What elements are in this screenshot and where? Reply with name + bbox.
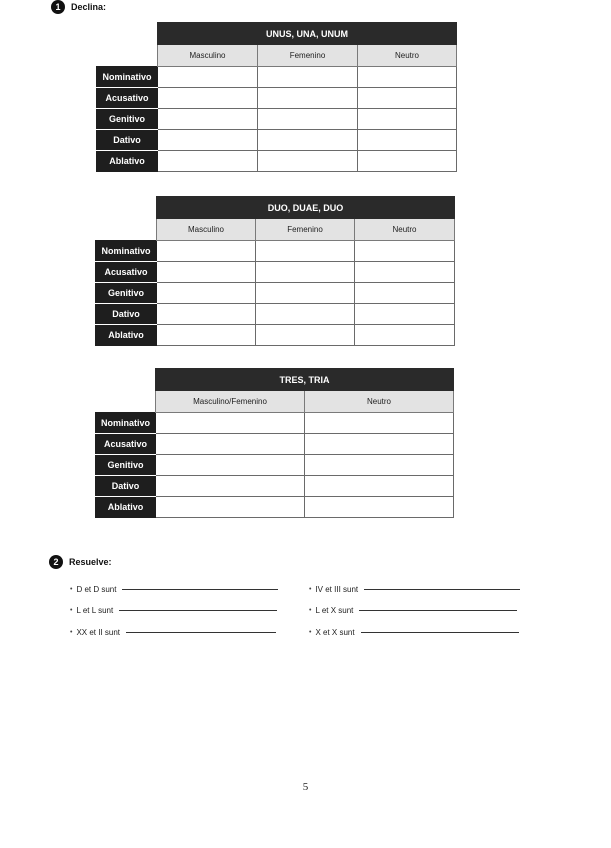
bullet-icon: • [309,629,312,636]
exercise-title: Declina: [71,2,107,12]
table-row [96,283,455,304]
table-row [96,241,455,262]
list-item [309,628,519,637]
answer-cell[interactable] [358,130,457,151]
answer-cell[interactable] [358,67,457,88]
case-label-acusativo: Acusativo [96,434,156,455]
case-label-ablativo: Ablativo [96,325,157,346]
answer-cell[interactable] [156,455,305,476]
table-row [96,325,455,346]
case-label-dativo: Dativo [97,130,158,151]
answer-cell[interactable] [305,413,454,434]
answer-cell[interactable] [305,455,454,476]
item-label: D et D sunt [76,585,117,594]
table-title: UNUS, UNA, UNUM [158,23,457,45]
bullet-icon: • [70,607,73,614]
answer-cell[interactable] [157,283,256,304]
item-label: XX et II sunt [76,628,121,637]
case-label-acusativo: Acusativo [96,262,157,283]
case-label-ablativo: Ablativo [97,151,158,172]
bullet-icon: • [309,607,312,614]
answer-cell[interactable] [158,67,258,88]
case-label-nominativo: Nominativo [97,67,158,88]
answer-line[interactable] [122,589,278,590]
page-number: 5 [302,781,309,793]
answer-cell[interactable] [258,109,358,130]
answer-cell[interactable] [256,304,355,325]
answer-cell[interactable] [256,283,355,304]
table-row [97,67,457,88]
answer-cell[interactable] [256,325,355,346]
item-label: IV et III sunt [315,585,359,594]
case-label-genitivo: Genitivo [96,283,157,304]
answer-cell[interactable] [157,304,256,325]
table-row [96,262,455,283]
exercise-number-badge: 2 [49,555,63,569]
answer-line[interactable] [359,610,517,611]
table-row [96,304,455,325]
bullet-icon: • [309,586,312,593]
column-header-masculino: Masculino [157,219,256,241]
table-row [97,151,457,172]
answer-cell[interactable] [355,325,455,346]
answer-cell[interactable] [157,262,256,283]
exercise-2-header [49,555,112,569]
answer-cell[interactable] [358,109,457,130]
case-label-genitivo: Genitivo [96,455,156,476]
answer-line[interactable] [119,610,277,611]
answer-cell[interactable] [305,434,454,455]
answer-cell[interactable] [157,325,256,346]
case-label-dativo: Dativo [96,476,156,497]
list-item [70,628,276,637]
column-header-masculino: Masculino [158,45,258,67]
case-label-dativo: Dativo [96,304,157,325]
case-label-ablativo: Ablativo [96,497,156,518]
item-label: L et L sunt [76,606,114,615]
bullet-icon: • [70,629,73,636]
answer-cell[interactable] [157,241,256,262]
list-item [309,606,517,615]
answer-cell[interactable] [258,88,358,109]
bullet-icon: • [70,586,73,593]
table-row [96,413,454,434]
answer-cell[interactable] [156,413,305,434]
answer-cell[interactable] [305,497,454,518]
list-item [70,585,278,594]
table-row [96,434,454,455]
list-item [70,606,277,615]
list-item [309,585,520,594]
case-label-nominativo: Nominativo [96,413,156,434]
answer-cell[interactable] [258,130,358,151]
answer-cell[interactable] [355,283,455,304]
table-row [96,476,454,497]
answer-line[interactable] [126,632,276,633]
answer-cell[interactable] [358,151,457,172]
item-label: X et X sunt [315,628,355,637]
declension-table-tres [95,368,454,518]
declension-table-unus [96,22,457,172]
answer-cell[interactable] [358,88,457,109]
column-header-femenino: Femenino [258,45,358,67]
exercise-1-header [51,0,106,14]
declension-table-duo [95,196,455,346]
answer-cell[interactable] [305,476,454,497]
answer-cell[interactable] [256,262,355,283]
column-header-femenino: Femenino [256,219,355,241]
column-header-neutro: Neutro [358,45,457,67]
column-header-masculino-femenino: Masculino/Femenino [156,391,305,413]
case-label-nominativo: Nominativo [96,241,157,262]
answer-cell[interactable] [355,304,455,325]
answer-cell[interactable] [156,476,305,497]
table-row [97,109,457,130]
answer-cell[interactable] [158,130,258,151]
column-header-neutro: Neutro [305,391,454,413]
answer-cell[interactable] [258,151,358,172]
exercise-number-badge: 1 [51,0,65,14]
answer-line[interactable] [364,589,520,590]
answer-cell[interactable] [158,109,258,130]
answer-cell[interactable] [156,497,305,518]
table-title: TRES, TRIA [156,369,454,391]
column-header-neutro: Neutro [355,219,455,241]
table-row [97,130,457,151]
table-row [97,88,457,109]
item-label: L et X sunt [315,606,354,615]
exercise-title: Resuelve: [69,557,112,567]
answer-cell[interactable] [156,434,305,455]
answer-line[interactable] [361,632,519,633]
answer-cell[interactable] [355,241,455,262]
table-row [96,497,454,518]
answer-cell[interactable] [256,241,355,262]
answer-cell[interactable] [258,67,358,88]
case-label-acusativo: Acusativo [97,88,158,109]
answer-cell[interactable] [158,88,258,109]
answer-cell[interactable] [355,262,455,283]
case-label-genitivo: Genitivo [97,109,158,130]
table-title: DUO, DUAE, DUO [157,197,455,219]
answer-cell[interactable] [158,151,258,172]
table-row [96,455,454,476]
